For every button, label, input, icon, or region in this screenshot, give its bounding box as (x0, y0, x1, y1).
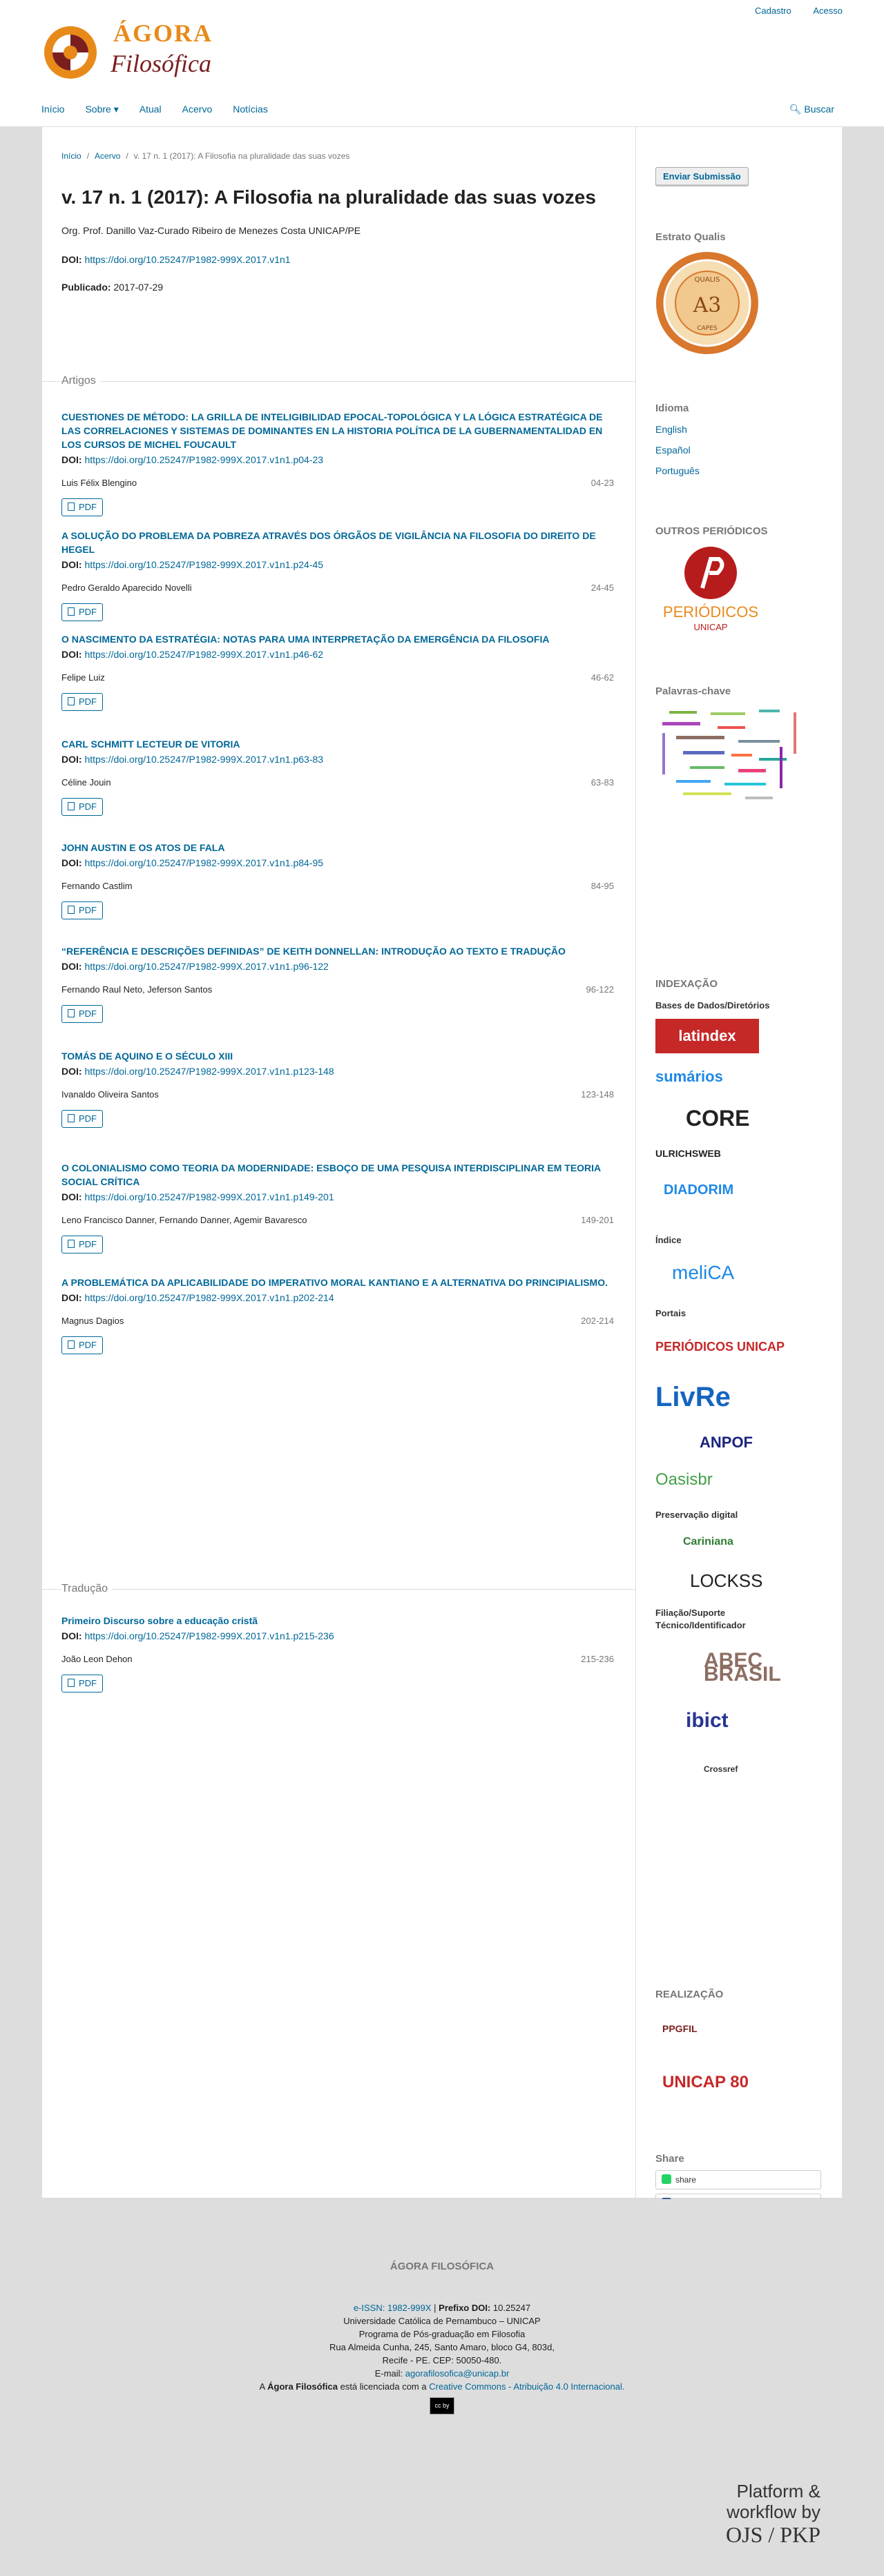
latindex-logo[interactable]: latindex (655, 1019, 759, 1053)
other-journals-title: OUTROS PERIÓDICOS (655, 525, 768, 537)
core-logo[interactable]: CORE (686, 1106, 750, 1131)
article-meta (61, 1213, 614, 1227)
article-doi (61, 959, 614, 973)
article-doi (61, 1291, 614, 1305)
article-summary (61, 1614, 614, 1692)
language-english[interactable]: English (655, 424, 687, 435)
abec-logo[interactable]: ABEC BRASIL (704, 1649, 781, 1686)
article-summary (61, 1049, 614, 1128)
article-authors: Fernando Raul Neto, Jeferson Santos (61, 984, 213, 995)
article-authors: Fernando Castlim (61, 881, 133, 891)
license-mid: está licenciada com a (340, 2381, 427, 2392)
article-doi-link[interactable]: https://doi.org/10.25247/P1982-999X.2017.v1n1.p149-201 (84, 1191, 334, 1202)
article-summary (61, 1276, 614, 1354)
article-meta (61, 776, 614, 790)
article-meta (61, 671, 614, 685)
article-doi-link[interactable]: https://doi.org/10.25247/P1982-999X.2017.v1n1.p63-83 (84, 754, 324, 765)
article-authors: Luis Félix Blengino (61, 478, 137, 488)
pdf-label: PDF (79, 905, 97, 915)
article-doi (61, 647, 614, 661)
doi-label: DOI: (61, 254, 82, 265)
doi-label: DOI: (61, 454, 82, 465)
keyword-cloud-icon (655, 705, 814, 809)
pdf-label: PDF (79, 696, 97, 707)
article-doi-link[interactable]: https://doi.org/10.25247/P1982-999X.2017.v1n1.p46-62 (84, 649, 324, 660)
email-label: E-mail: (374, 2368, 403, 2379)
article-meta (61, 1088, 614, 1102)
file-icon (68, 697, 75, 705)
article-summary (61, 944, 614, 1023)
article-pages: 63-83 (590, 777, 614, 788)
article-pages: 96-122 (586, 984, 614, 995)
section-title: Artigos (61, 374, 100, 388)
file-icon (68, 802, 75, 810)
article-authors: João Leon Dehon (61, 1654, 133, 1664)
doi-label: DOI: (61, 1066, 82, 1077)
periodicos-unicap-logo[interactable]: PERIÓDICOS UNICAP (655, 1340, 785, 1354)
article-summary (61, 529, 614, 621)
article-title-link[interactable]: TOMÁS DE AQUINO E O SÉCULO XIII (61, 1051, 233, 1062)
pdf-label: PDF (79, 1113, 97, 1124)
qualis-badge-icon (655, 251, 759, 355)
article-pages: 123-148 (581, 1089, 614, 1100)
article-summary (61, 737, 614, 816)
realization-block (655, 1988, 828, 2107)
published-label: Publicado: (61, 282, 111, 293)
section-header (42, 374, 636, 388)
article-title-link[interactable]: CUESTIONES DE MÉTODO: LA GRILLA DE INTELIGIBILIDAD EPOCAL-TOPOLÓGICA Y LA LÓGICA ESTRATÉGICA DE LAS CORRELACIONES Y SISTEMAS DE DOMINANTES EN LA HISTORIA POLÍTICA DE LA GUBERNAMENTALIDAD EN LOS CURSOS DE MICHEL FOUCAULT (61, 411, 603, 450)
article-pages: 46-62 (590, 672, 614, 683)
article-doi-link[interactable]: https://doi.org/10.25247/P1982-999X.2017.v1n1.p04-23 (84, 454, 324, 465)
pdf-label: PDF (79, 1340, 97, 1350)
article-pages: 84-95 (590, 881, 614, 891)
logo-script: Filosófica (110, 50, 211, 77)
article-doi-link[interactable]: https://doi.org/10.25247/P1982-999X.2017.v1n1.p215-236 (84, 1630, 334, 1641)
pdf-label: PDF (79, 1008, 97, 1019)
doi-label: DOI: (61, 649, 82, 660)
site-logo[interactable] (41, 19, 221, 92)
indexing-block (655, 977, 828, 1786)
file-icon (68, 906, 75, 914)
article-authors: Felipe Luiz (61, 672, 105, 683)
breadcrumb-current: v. 17 n. 1 (2017): A Filosofia na pluralidade das suas vozes (133, 151, 350, 161)
anpof-logo[interactable]: ANPOF (700, 1434, 753, 1451)
doi-label: DOI: (61, 857, 82, 868)
article-authors: Magnus Dagios (61, 1316, 124, 1326)
share-whatsapp-button[interactable] (655, 2170, 821, 2189)
article-pages: 202-214 (581, 1316, 614, 1326)
doi-label: DOI: (61, 754, 82, 765)
article-authors: Ivanaldo Oliveira Santos (61, 1089, 159, 1100)
qualis-grade: A3 (693, 293, 722, 318)
pdf-button[interactable] (61, 798, 103, 816)
section-header (42, 1582, 636, 1596)
article-title-link[interactable]: O NASCIMENTO DA ESTRATÉGIA: NOTAS PARA UMA INTERPRETAÇÃO DA EMERGÊNCIA DA FILOSOFIA (61, 634, 550, 645)
submit-block (655, 167, 828, 186)
article-title-link[interactable]: Primeiro Discurso sobre a educação cristã (61, 1615, 258, 1626)
site-header (0, 0, 884, 127)
file-icon (68, 1009, 75, 1017)
doi-label: DOI: (61, 559, 82, 570)
periodicos-name: PERIÓDICOS (662, 603, 759, 621)
article-title-link[interactable]: “REFERÊNCIA E DESCRIÇÕES DEFINIDAS” DE KEITH DONNELLAN: INTRODUÇÃO AO TEXTO E TRADUÇÃO (61, 946, 566, 957)
issue-doi (61, 253, 291, 266)
article-doi (61, 558, 614, 572)
article-authors: Leno Francisco Danner, Fernando Danner, Agemir Bavaresco (61, 1215, 307, 1225)
pdf-button[interactable] (61, 1336, 103, 1354)
footer-program: Programa de Pós-graduação em Filosofia (358, 2329, 526, 2339)
pdf-button[interactable] (61, 1005, 103, 1023)
section-title: Tradução (61, 1582, 112, 1596)
article-meta (61, 1314, 614, 1328)
ppgfil-logo[interactable]: PPGFIL (662, 2023, 698, 2034)
unicap-80-logo[interactable]: UNICAP 80 (662, 2073, 749, 2091)
article-pages: 24-45 (590, 583, 614, 593)
pdf-label: PDF (79, 607, 97, 617)
qualis-title: Estrato Qualis (655, 231, 726, 243)
qualis-block (655, 231, 828, 358)
issue-published (61, 280, 163, 294)
article-doi-link[interactable]: https://doi.org/10.25247/P1982-999X.2017.v1n1.p202-214 (84, 1292, 334, 1303)
submit-button[interactable]: Enviar Submissão (655, 167, 749, 186)
oasisbr-logo[interactable]: Oasisbr (655, 1470, 713, 1489)
periodicos-icon (683, 545, 738, 601)
ulrichsweb-logo[interactable]: ULRICHSWEB (655, 1148, 721, 1159)
article-pages: 215-236 (581, 1654, 614, 1664)
nav-archives[interactable]: Acervo (182, 104, 213, 115)
file-icon (68, 502, 75, 511)
user-nav (736, 4, 843, 18)
pdf-button[interactable] (61, 603, 103, 621)
doi-label: DOI: (61, 1191, 82, 1202)
pdf-label: PDF (79, 1678, 97, 1688)
share-label: share (675, 2175, 697, 2185)
article-summary (61, 841, 614, 919)
article-doi-link[interactable]: https://doi.org/10.25247/P1982-999X.2017.v1n1.p84-95 (84, 857, 324, 868)
language-title: Idioma (655, 402, 689, 414)
article-authors: Pedro Geraldo Aparecido Novelli (61, 583, 192, 593)
lockss-logo[interactable]: LOCKSS (690, 1570, 763, 1591)
crossref-logo[interactable]: Crossref (704, 1764, 738, 1774)
cariniana-logo[interactable]: Cariniana (683, 1536, 733, 1548)
article-doi (61, 856, 614, 870)
livre-logo[interactable]: LivRe (655, 1382, 731, 1412)
published-date: 2017-07-29 (113, 282, 164, 293)
affiliation-title: Filiação/Suporte Técnico/Identificador (655, 1608, 746, 1630)
pdf-button[interactable] (61, 1675, 103, 1692)
indexing-title: INDEXAÇÃO (655, 978, 718, 990)
pdf-label: PDF (79, 801, 97, 812)
footer-info: e-ISSN: 1982-999X | Prefixo DOI: 10.25247 Universidade Católica de Pernambuco – UNICAP Programa de Pós-graduação em Filosofia Rua Almeida Cunha, 245, Santo Amaro, bloco G4, 803d, Recife - PE. CEP: 50050-480. E-mail: agorafilosofica@unicap.br A Ágora Filosófica está licenciada com a Creative Commons - Atribuição 4.0 Internacional. cc by (0, 2301, 884, 2414)
bases-title: Bases de Dados/Diretórios (655, 1000, 770, 1011)
pdf-button[interactable] (61, 1110, 103, 1128)
article-doi-link[interactable]: https://doi.org/10.25247/P1982-999X.2017.v1n1.p24-45 (84, 559, 324, 570)
article-pages: 149-201 (581, 1215, 614, 1225)
share-title: Share (655, 2153, 684, 2165)
license-link[interactable]: Creative Commons - Atribuição 4.0 Internacional. (429, 2381, 625, 2392)
qualis-top: QUALIS (694, 276, 720, 284)
article-doi (61, 752, 614, 766)
nav-current[interactable]: Atual (139, 104, 162, 115)
issn-link[interactable]: e-ISSN: 1982-999X (353, 2303, 432, 2313)
periodicos-logo[interactable] (655, 545, 766, 634)
nav-news[interactable]: Notícias (233, 104, 268, 115)
login-link[interactable]: Acesso (813, 6, 843, 16)
pdf-label: PDF (79, 1239, 97, 1249)
article-doi (61, 453, 614, 467)
pdf-button[interactable] (61, 498, 103, 516)
article-summary (61, 632, 614, 711)
article-doi-link[interactable]: https://doi.org/10.25247/P1982-999X.2017.v1n1.p96-122 (84, 961, 329, 972)
footer-address: Rua Almeida Cunha, 245, Santo Amaro, bloco G4, 803d, (329, 2342, 555, 2352)
sidebar (636, 127, 843, 2198)
pdf-button[interactable] (61, 1236, 103, 1253)
periodicos-sub: UNICAP (693, 622, 728, 632)
issue-doi-link[interactable]: https://doi.org/10.25247/P1982-999X.2017.v1n1 (84, 254, 291, 265)
ibict-logo[interactable]: ibict (686, 1709, 729, 1732)
pkp-brand[interactable] (726, 2481, 820, 2547)
file-icon (68, 1340, 75, 1349)
search-icon: 🔍︎ (789, 104, 802, 115)
search-label: Buscar (804, 104, 834, 115)
file-icon (68, 1114, 75, 1122)
footer-city: Recife - PE. CEP: 50050-480. (382, 2355, 502, 2365)
issue-description: Org. Prof. Danillo Vaz-Curado Ribeiro de Menezes Costa UNICAP/PE (61, 225, 361, 236)
qualis-bottom: CAPES (697, 325, 718, 332)
article-title-link[interactable]: O COLONIALISMO COMO TEORIA DA MODERNIDADE: ESBOÇO DE UMA PESQUISA INTERDISCIPLINAR EM TEORIA SOCIAL CRÍTICA (61, 1162, 601, 1187)
pkp-line-1: Platform & (736, 2481, 820, 2501)
license-prefix: A (259, 2381, 265, 2392)
pdf-button[interactable] (61, 693, 103, 711)
diadorim-logo[interactable]: DIADORIM (664, 1182, 734, 1198)
nav-home[interactable]: Início (41, 104, 65, 115)
article-doi (61, 1190, 614, 1204)
main-content (42, 127, 636, 2198)
portals-title: Portais (655, 1308, 686, 1318)
file-icon (68, 1240, 75, 1248)
other-journals-block (655, 525, 828, 634)
article-meta (61, 581, 614, 595)
nav-about[interactable]: Sobre ▾ (85, 104, 119, 115)
content-wrap (41, 127, 843, 2198)
doi-label: DOI: (61, 1292, 82, 1303)
article-doi (61, 1629, 614, 1643)
search-link[interactable] (789, 102, 834, 116)
breadcrumb-archive[interactable]: Acervo (95, 151, 121, 161)
article-title-link[interactable]: A PROBLEMÁTICA DA APLICABILIDADE DO IMPERATIVO MORAL KANTIANO E A ALTERNATIVA DO PRINCIPIALISMO. (61, 1277, 608, 1288)
article-meta (61, 983, 614, 997)
article-doi (61, 1064, 614, 1078)
doi-prefix-label: Prefixo DOI: (439, 2303, 491, 2313)
doi-label: DOI: (61, 961, 82, 972)
pkp-line-3: OJS / PKP (726, 2522, 820, 2547)
article-title-link[interactable]: JOHN AUSTIN E OS ATOS DE FALA (61, 842, 225, 853)
language-portuguese[interactable]: Português (655, 465, 700, 476)
article-summary (61, 1161, 614, 1253)
pdf-label: PDF (79, 502, 97, 512)
license-journal: Ágora Filosófica (267, 2381, 338, 2392)
realization-title: REALIZAÇÃO (655, 1989, 724, 2000)
breadcrumb: Início / Acervo / v. 17 n. 1 (2017): A Filosofia na pluralidade das suas vozes (61, 151, 350, 161)
preservation-title: Preservação digital (655, 1510, 738, 1520)
amelica-logo[interactable]: meliCA (672, 1262, 735, 1283)
site-footer (0, 2199, 884, 2576)
article-meta (61, 476, 614, 490)
breadcrumb-home[interactable]: Início (61, 151, 81, 161)
article-meta (61, 879, 614, 893)
issue-title: v. 17 n. 1 (2017): A Filosofia na pluralidade das suas vozes (61, 186, 596, 208)
sumarios-logo[interactable]: sumários (655, 1068, 723, 1085)
article-title-link[interactable]: CARL SCHMITT LECTEUR DE VITORIA (61, 739, 240, 750)
footer-email-link[interactable]: agorafilosofica@unicap.br (405, 2368, 510, 2379)
cc-license-badge[interactable]: cc by (430, 2397, 454, 2414)
file-icon (68, 1679, 75, 1687)
article-summary (61, 410, 614, 516)
footer-university: Universidade Católica de Pernambuco – UNICAP (343, 2316, 541, 2326)
article-authors: Céline Jouin (61, 777, 111, 788)
article-pages: 04-23 (590, 478, 614, 488)
article-title-link[interactable]: A SOLUÇÃO DO PROBLEMA DA POBREZA ATRAVÉS DOS ÓRGÃOS DE VIGILÂNCIA NA FILOSOFIA DO DIREITO DE HEGEL (61, 530, 596, 555)
doi-prefix-value: 10.25247 (492, 2303, 531, 2313)
section-divider (42, 381, 636, 382)
doi-label: DOI: (61, 1630, 82, 1641)
article-meta (61, 1652, 614, 1666)
primary-nav (41, 102, 289, 117)
file-icon (68, 607, 75, 616)
logo-text: ÁGORA (113, 19, 213, 47)
article-doi-link[interactable]: https://doi.org/10.25247/P1982-999X.2017.v1n1.p123-148 (84, 1066, 334, 1077)
pdf-button[interactable] (61, 901, 103, 919)
section-divider (42, 1589, 636, 1590)
index-title: Índice (655, 1235, 682, 1245)
keywords-block (655, 685, 828, 812)
whatsapp-icon (662, 2174, 671, 2184)
language-block (655, 402, 828, 478)
register-link[interactable]: Cadastro (754, 6, 791, 16)
pkp-line-2: workflow by (727, 2501, 820, 2522)
keywords-title: Palavras-chave (655, 685, 731, 697)
language-spanish[interactable]: Español (655, 445, 691, 456)
footer-title: ÁGORA FILOSÓFICA (390, 2261, 494, 2272)
